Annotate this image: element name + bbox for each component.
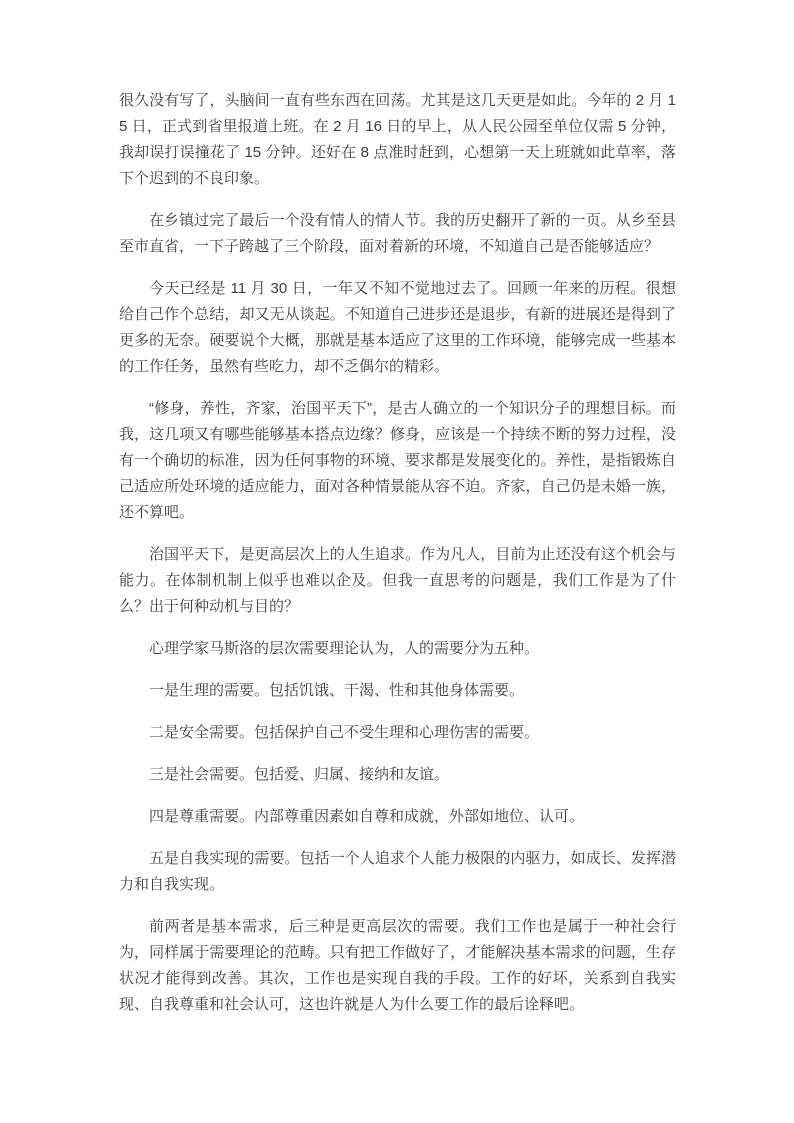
paragraph: 四是尊重需要。内部尊重因素如自尊和成就，外部如地位、认可。 bbox=[149, 808, 585, 825]
document-body bbox=[119, 88, 676, 1018]
paragraph: 心理学家马斯洛的层次需要理论认为，人的需要分为五种。 bbox=[149, 640, 540, 657]
paragraph: 一是生理的需要。包括饥饿、干渴、性和其他身体需要。 bbox=[149, 682, 525, 699]
paragraph: “修身，养性，齐家，治国平天下”，是古人确立的一个知识分子的理想目标。而我，这几项又有哪些能够基本搭点边缘？修身，应该是一个持续不断的努力过程，没有一个确切的标准，因为任何事物的环境、要求都是发展变化的。养性，是指锻炼自己适应所处环境的适应能力，面对各种情景能从容不迫。齐家，自己仍是未婚一族，还不算吧。 bbox=[119, 400, 676, 521]
paragraph: 在乡镇过完了最后一个没有情人的情人节。我的历史翻开了新的一页。从乡至县至市直省，一下子跨越了三个阶段，面对着新的环境，不知道自己是否能够适应？ bbox=[119, 212, 676, 255]
paragraph: 二是安全需要。包括保护自己不受生理和心理伤害的需要。 bbox=[149, 724, 540, 741]
paragraph: 五是自我实现的需要。包括一个人追求个人能力极限的内驱力，如成长、发挥潜力和自我实现。 bbox=[119, 850, 676, 893]
paragraph: 今天已经是 11 月 30 日，一年又不知不觉地过去了。回顾一年来的历程。很想给自己作个总结，却又无从谈起。不知道自己进步还是退步，有新的进展还是得到了更多的无奈。硬要说个大概，那就是基本适应了这里的工作环境，能够完成一些基本的工作任务，虽然有些吃力，却不乏偶尔的精彩。 bbox=[119, 280, 676, 375]
paragraph: 治国平天下，是更高层次上的人生追求。作为凡人，目前为止还没有这个机会与能力。在体制机制上似乎也难以企及。但我一直思考的问题是，我们工作是为了什么？出于何种动机与目的？ bbox=[119, 546, 676, 615]
paragraph: 三是社会需要。包括爱、归属、接纳和友谊。 bbox=[149, 766, 450, 783]
paragraph: 很久没有写了，头脑间一直有些东西在回荡。尤其是这几天更是如此。今年的 2 月 15 日，正式到省里报道上班。在 2 月 16 日的早上，从人民公园至单位仅需 5 分钟，我却误打误撞花了 15 分钟。还好在 8 点准时赶到，心想第一天上班就如此草率，落下个迟到的不良印象。 bbox=[119, 92, 676, 187]
paragraph: 前两者是基本需求，后三种是更高层次的需要。我们工作也是属于一种社会行为，同样属于需要理论的范畴。只有把工作做好了，才能解决基本需求的问题，生存状况才能得到改善。其次，工作也是实现自我的手段。工作的好坏，关系到自我实现、自我尊重和社会认可，这也许就是人为什么要工作的最后诠释吧。 bbox=[119, 918, 676, 1013]
